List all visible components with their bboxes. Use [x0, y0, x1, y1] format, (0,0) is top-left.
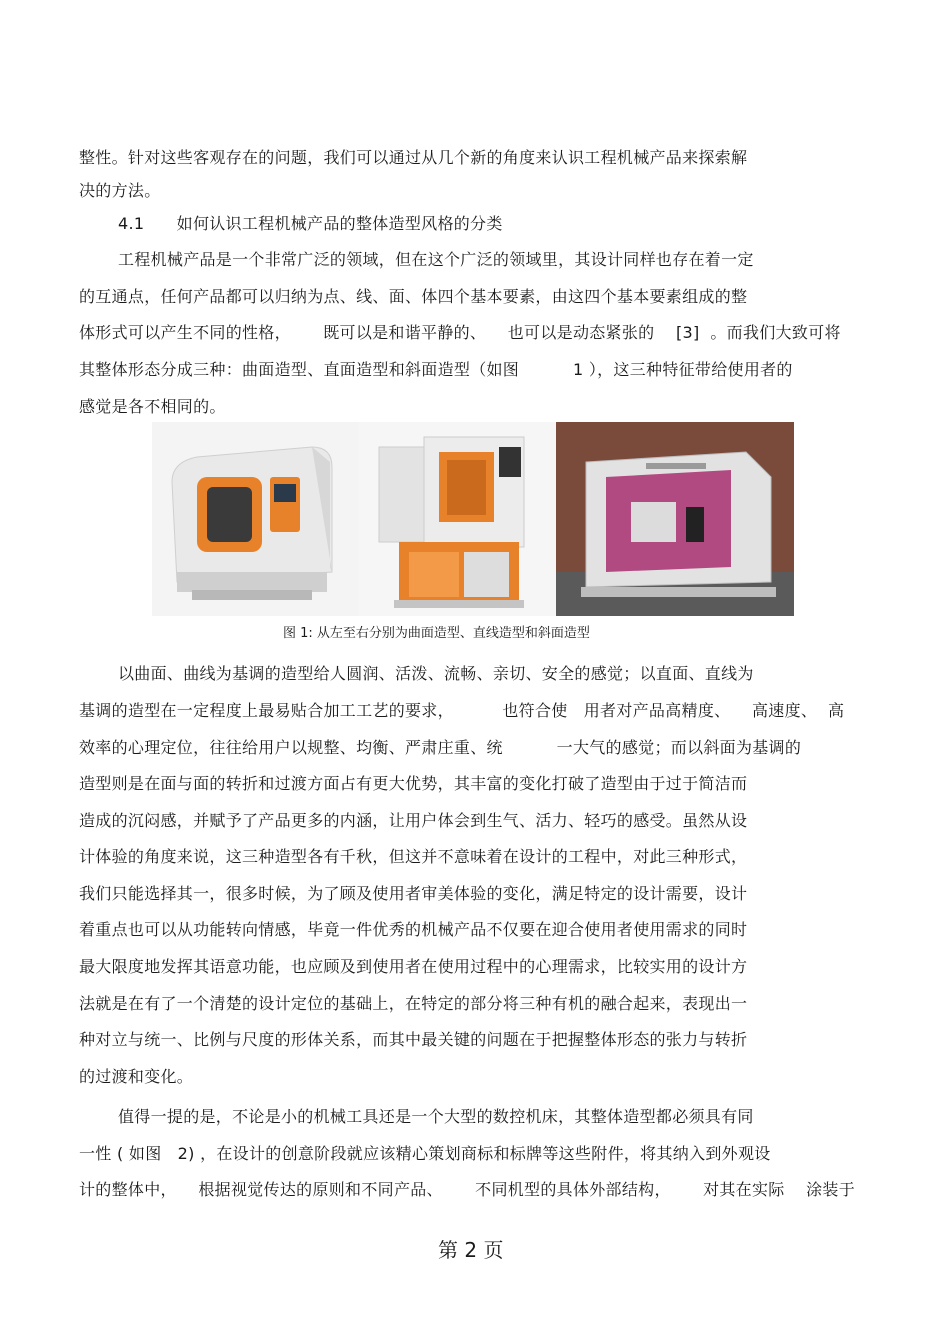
straight-machine-image — [359, 422, 556, 616]
figure-caption: 图 1: 从左至右分别为曲面造型、直线造型和斜面造型 — [283, 626, 590, 641]
body-line: 法就是在有了一个清楚的设计定位的基础上，在特定的部分将三种有机的融合起来，表现出一 — [79, 994, 748, 1013]
figure-panel-curved — [152, 422, 359, 616]
body-line: 基调的造型在一定程度上最易贴合加工工艺的要求， 也符合使 用者对产品高精度、 高速度、 高 — [79, 701, 845, 720]
body-line: 整性。针对这些客观存在的问题，我们可以通过从几个新的角度来认识工程机械产品来探索解 — [79, 148, 748, 167]
curved-machine-image — [152, 422, 359, 616]
figure-machine-styles — [152, 422, 794, 616]
body-line: 造型则是在面与面的转折和过渡方面占有更大优势，其丰富的变化打破了造型由于过于简洁而 — [79, 774, 748, 793]
body-line: 体形式可以产生不同的性格， 既可以是和谐平静的、 也可以是动态紧张的 [3] 。而我们大致可将 — [79, 323, 841, 342]
body-line: 决的方法。 — [79, 181, 161, 200]
body-line: 感觉是各不相同的。 — [79, 397, 226, 416]
body-line: 一性 ( 如图 2) ，在设计的创意阶段就应该精心策划商标和标牌等这些附件，将其纳入到外观设 — [79, 1144, 771, 1163]
body-line: 种对立与统一、比例与尺度的形体关系，而其中最关键的问题在于把握整体形态的张力与转折 — [79, 1030, 748, 1049]
body-line: 我们只能选择其一，很多时候，为了顾及使用者审美体验的变化，满足特定的设计需要，设计 — [79, 884, 748, 903]
body-line: 最大限度地发挥其语意功能，也应顾及到使用者在使用过程中的心理需求，比较实用的设计方 — [79, 957, 748, 976]
body-line: 计的整体中， 根据视觉传达的原则和不同产品、 不同机型的具体外部结构， 对其在实际 涂装于 — [79, 1180, 856, 1199]
figure-panel-slanted — [556, 422, 794, 616]
page-number: 第 2 页 — [438, 1238, 504, 1262]
body-line: 的互通点，任何产品都可以归纳为点、线、面、体四个基本要素，由这四个基本要素组成的整 — [79, 287, 748, 306]
slanted-machine-image — [556, 422, 794, 616]
body-line: 值得一提的是，不论是小的机械工具还是一个大型的数控机床，其整体造型都必须具有同 — [118, 1107, 754, 1126]
body-line: 造成的沉闷感，并赋予了产品更多的内涵，让用户体会到生气、活力、轻巧的感受。虽然从设 — [79, 811, 748, 830]
body-line: 的过渡和变化。 — [79, 1067, 194, 1086]
body-line: 计体验的角度来说，这三种造型各有千秋，但这并不意味着在设计的工程中，对此三种形式， — [79, 847, 748, 866]
figure-panel-straight — [359, 422, 556, 616]
body-line: 工程机械产品是一个非常广泛的领域，但在这个广泛的领域里，其设计同样也存在着一定 — [118, 250, 754, 269]
body-line: 效率的心理定位，往往给用户以规整、均衡、严肃庄重、统 一大气的感觉；而以斜面为基调的 — [79, 738, 802, 757]
section-heading: 4.1 如何认识工程机械产品的整体造型风格的分类 — [118, 214, 503, 233]
body-line: 以曲面、曲线为基调的造型给人圆润、活泼、流畅、亲切、安全的感觉；以直面、直线为 — [118, 664, 754, 683]
body-line: 其整体形态分成三种：曲面造型、直面造型和斜面造型（如图 1 ），这三种特征带给使用者的 — [79, 360, 793, 379]
body-line: 着重点也可以从功能转向情感，毕竟一件优秀的机械产品不仅要在迎合使用者使用需求的同时 — [79, 920, 748, 939]
